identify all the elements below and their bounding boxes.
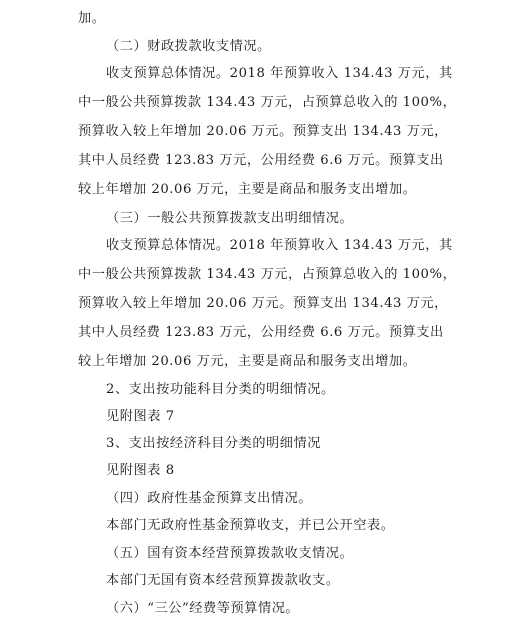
section-heading-government-fund: （四）政府性基金预算支出情况。: [106, 491, 313, 506]
paragraph-line: 其中人员经费 123.83 万元，公用经费 6.6 万元。预算支出: [78, 153, 444, 168]
paragraph-line: 中一般公共预算拨款 134.43 万元，占预算总收入的 100%，: [78, 267, 457, 282]
section-heading-general-budget: （三）一般公共预算拨款支出明细情况。: [106, 211, 354, 226]
paragraph-line: 其中人员经费 123.83 万元，公用经费 6.6 万元。预算支出: [78, 325, 444, 340]
paragraph-line: 本部门无国有资本经营预算拨款收支。: [106, 573, 340, 588]
section-heading-state-capital: （五）国有资本经营预算拨款收支情况。: [106, 546, 354, 561]
paragraph-line: 较上年增加 20.06 万元，主要是商品和服务支出增加。: [78, 182, 417, 197]
paragraph-line: 本部门无政府性基金预算收支，并已公开空表。: [106, 518, 395, 533]
subsection-heading-functional: 2、支出按功能科目分类的明细情况。: [106, 382, 335, 397]
paragraph-line: 收支预算总体情况。2018 年预算收入 134.43 万元，其: [106, 66, 453, 81]
section-heading-three-public: （六）“三公”经费等预算情况。: [106, 601, 300, 616]
paragraph-line: 预算收入较上年增加 20.06 万元。预算支出 134.43 万元，: [78, 296, 448, 311]
text-line-continuation: 加。: [78, 11, 106, 26]
paragraph-line: 较上年增加 20.06 万元，主要是商品和服务支出增加。: [78, 354, 417, 369]
section-heading-fiscal-appropriation: （二）财政拨款收支情况。: [106, 39, 271, 54]
paragraph-line: 中一般公共预算拨款 134.43 万元，占预算总收入的 100%，: [78, 95, 457, 110]
attachment-reference: 见附图表 7: [106, 409, 175, 424]
subsection-heading-economic: 3、支出按经济科目分类的明细情况: [106, 436, 322, 451]
paragraph-line: 预算收入较上年增加 20.06 万元。预算支出 134.43 万元，: [78, 124, 448, 139]
paragraph-line: 收支预算总体情况。2018 年预算收入 134.43 万元，其: [106, 238, 453, 253]
attachment-reference: 见附图表 8: [106, 463, 175, 478]
